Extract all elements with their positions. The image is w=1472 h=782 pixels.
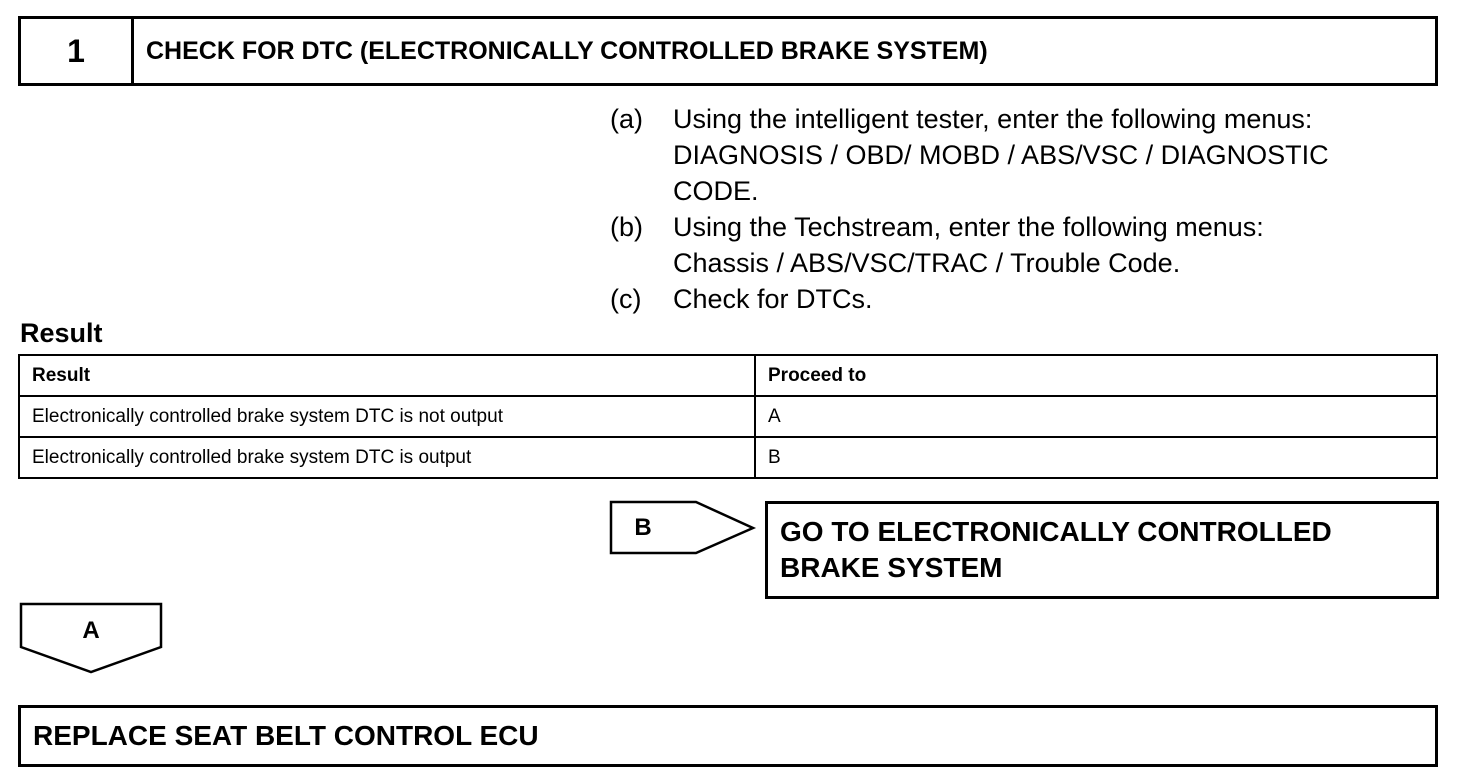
instruction-line: CODE. bbox=[673, 176, 759, 206]
go-to-box bbox=[765, 501, 1439, 599]
table-row bbox=[19, 396, 1437, 437]
table-cell: Electronically controlled brake system DTC is not output bbox=[19, 396, 755, 437]
column-header-proceed: Proceed to bbox=[755, 355, 1437, 396]
step-number: 1 bbox=[21, 19, 134, 83]
go-to-line: BRAKE SYSTEM bbox=[780, 552, 1003, 583]
instruction-text bbox=[673, 101, 1440, 209]
result-heading: Result bbox=[20, 318, 103, 348]
instruction-line: Check for DTCs. bbox=[673, 284, 873, 314]
instruction-letter: (c) bbox=[610, 284, 642, 314]
instruction-item bbox=[610, 101, 1440, 209]
instruction-item bbox=[610, 281, 1440, 317]
instruction-text bbox=[673, 281, 1440, 317]
instruction-text bbox=[673, 209, 1440, 281]
table-cell: Electronically controlled brake system DTC is output bbox=[19, 437, 755, 478]
instruction-letter: (a) bbox=[610, 104, 643, 134]
go-to-line: GO TO ELECTRONICALLY CONTROLLED bbox=[780, 516, 1332, 547]
instruction-line: Using the Techstream, enter the following menus: bbox=[673, 212, 1264, 242]
branch-a-label: A bbox=[82, 617, 100, 644]
table-row bbox=[19, 437, 1437, 478]
branch-b-label: B bbox=[634, 514, 652, 541]
step-title: CHECK FOR DTC (ELECTRONICALLY CONTROLLED BRAKE SYSTEM) bbox=[146, 36, 988, 65]
table-cell: A bbox=[755, 396, 1437, 437]
column-header-result: Result bbox=[19, 355, 755, 396]
instruction-item bbox=[610, 209, 1440, 281]
result-table bbox=[18, 354, 1438, 479]
instruction-list bbox=[610, 101, 1440, 317]
table-cell: B bbox=[755, 437, 1437, 478]
replace-box: REPLACE SEAT BELT CONTROL ECU bbox=[18, 705, 1438, 767]
instruction-line: DIAGNOSIS / OBD/ MOBD / ABS/VSC / DIAGNOSTIC bbox=[673, 140, 1329, 170]
instruction-line: Using the intelligent tester, enter the following menus: bbox=[673, 104, 1313, 134]
instruction-line: Chassis / ABS/VSC/TRAC / Trouble Code. bbox=[673, 248, 1181, 278]
instruction-letter: (b) bbox=[610, 212, 643, 242]
step-header bbox=[18, 16, 1438, 86]
table-header-row bbox=[19, 355, 1437, 396]
